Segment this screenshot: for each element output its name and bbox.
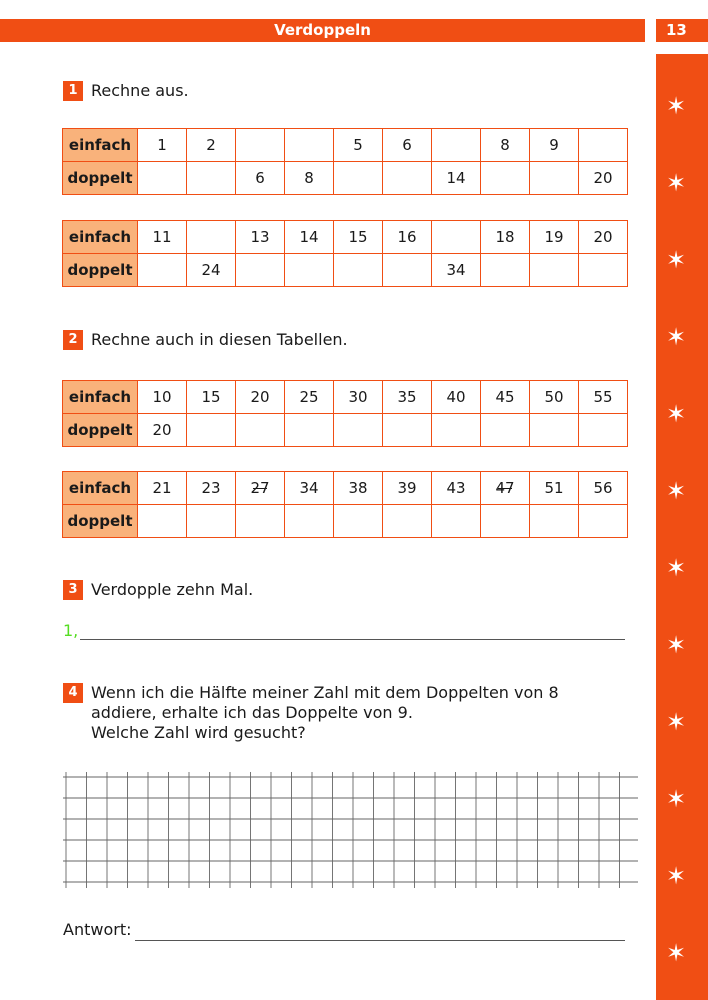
answer-cell[interactable]	[530, 254, 579, 287]
star-icon: ✶	[665, 169, 687, 197]
value-cell: 1	[138, 129, 187, 162]
task-instruction: Verdopple zehn Mal.	[91, 580, 254, 599]
value-cell: 51	[530, 472, 579, 505]
star-icon: ✶	[665, 246, 687, 274]
answer-cell[interactable]	[236, 129, 285, 162]
answer-cell[interactable]	[187, 162, 236, 195]
answer-cell[interactable]	[187, 414, 236, 447]
answer-cell[interactable]	[285, 505, 334, 538]
task-2	[63, 330, 348, 350]
star-icon: ✶	[665, 785, 687, 813]
value-cell: 20	[138, 414, 187, 447]
answer-cell[interactable]	[383, 505, 432, 538]
struck-value: 47	[495, 479, 515, 497]
doubling-table-3	[62, 380, 628, 447]
value-cell	[236, 472, 285, 505]
row-label: doppelt	[63, 254, 138, 287]
value-cell: 8	[481, 129, 530, 162]
task-3-answer-line[interactable]	[80, 621, 625, 640]
answer-cell[interactable]	[383, 254, 432, 287]
squared-paper-area[interactable]	[63, 772, 638, 888]
row-label: einfach	[63, 381, 138, 414]
answer-cell[interactable]	[579, 254, 628, 287]
answer-cell[interactable]	[285, 129, 334, 162]
answer-cell[interactable]	[138, 505, 187, 538]
answer-cell[interactable]	[383, 162, 432, 195]
answer-cell[interactable]	[236, 505, 285, 538]
value-cell: 39	[383, 472, 432, 505]
value-cell: 15	[187, 381, 236, 414]
table-row-einfach	[63, 381, 628, 414]
table-row-einfach	[63, 129, 628, 162]
answer-cell[interactable]	[530, 505, 579, 538]
value-cell: 19	[530, 221, 579, 254]
answer-cell[interactable]	[138, 254, 187, 287]
value-cell: 43	[432, 472, 481, 505]
task-number-badge: 2	[63, 330, 83, 350]
value-cell: 56	[579, 472, 628, 505]
table-row-doppelt	[63, 505, 628, 538]
side-strip	[656, 54, 708, 1000]
value-cell: 38	[334, 472, 383, 505]
answer-line[interactable]	[135, 921, 625, 941]
answer-cell[interactable]	[334, 254, 383, 287]
page-number: 13	[656, 19, 708, 42]
value-cell	[481, 472, 530, 505]
value-cell: 21	[138, 472, 187, 505]
task-line: Welche Zahl wird gesucht?	[91, 723, 306, 742]
answer-cell[interactable]	[530, 162, 579, 195]
task-instruction	[91, 683, 559, 743]
task-line: addiere, erhalte ich das Doppelte von 9.	[91, 703, 413, 722]
value-cell: 24	[187, 254, 236, 287]
star-icon: ✶	[665, 631, 687, 659]
page-title: Verdoppeln	[0, 19, 645, 42]
table-row-doppelt	[63, 254, 628, 287]
answer-cell[interactable]	[530, 414, 579, 447]
answer-cell[interactable]	[236, 254, 285, 287]
star-icon: ✶	[665, 400, 687, 428]
value-cell: 15	[334, 221, 383, 254]
task-line: Wenn ich die Hälfte meiner Zahl mit dem Doppelten von 8	[91, 683, 559, 702]
answer-label: Antwort:	[63, 920, 132, 939]
star-icon: ✶	[665, 92, 687, 120]
value-cell: 55	[579, 381, 628, 414]
row-label: einfach	[63, 221, 138, 254]
value-cell: 34	[285, 472, 334, 505]
task-instruction: Rechne aus.	[91, 81, 189, 100]
value-cell: 2	[187, 129, 236, 162]
star-icon: ✶	[665, 477, 687, 505]
row-label: doppelt	[63, 162, 138, 195]
value-cell: 13	[236, 221, 285, 254]
struck-value: 27	[250, 479, 270, 497]
task-number-badge: 3	[63, 580, 83, 600]
answer-cell[interactable]	[285, 254, 334, 287]
answer-cell[interactable]	[432, 414, 481, 447]
value-cell: 25	[285, 381, 334, 414]
task-1	[63, 81, 189, 101]
value-cell: 23	[187, 472, 236, 505]
value-cell: 9	[530, 129, 579, 162]
answer-cell[interactable]	[579, 505, 628, 538]
doubling-table-2	[62, 220, 628, 287]
star-icon: ✶	[665, 554, 687, 582]
answer-cell[interactable]	[334, 414, 383, 447]
answer-cell[interactable]	[285, 414, 334, 447]
task-number-badge: 4	[63, 683, 83, 703]
value-cell: 35	[383, 381, 432, 414]
value-cell: 14	[432, 162, 481, 195]
table-row-doppelt	[63, 414, 628, 447]
answer-cell[interactable]	[481, 254, 530, 287]
value-cell: 20	[579, 162, 628, 195]
value-cell: 34	[432, 254, 481, 287]
task-instruction: Rechne auch in diesen Tabellen.	[91, 330, 348, 349]
answer-cell[interactable]	[481, 414, 530, 447]
value-cell: 20	[236, 381, 285, 414]
value-cell: 5	[334, 129, 383, 162]
task-4	[63, 683, 559, 743]
answer-cell[interactable]	[579, 129, 628, 162]
answer-cell[interactable]	[432, 129, 481, 162]
answer-cell[interactable]	[579, 414, 628, 447]
answer-cell[interactable]	[432, 505, 481, 538]
value-cell: 30	[334, 381, 383, 414]
value-cell: 8	[285, 162, 334, 195]
table-row-doppelt	[63, 162, 628, 195]
answer-cell[interactable]	[334, 162, 383, 195]
answer-cell[interactable]	[187, 505, 236, 538]
task-number-badge: 1	[63, 81, 83, 101]
task-3	[63, 580, 253, 600]
row-label: doppelt	[63, 505, 138, 538]
answer-cell[interactable]	[432, 221, 481, 254]
value-cell: 11	[138, 221, 187, 254]
value-cell: 14	[285, 221, 334, 254]
value-cell: 10	[138, 381, 187, 414]
star-icon: ✶	[665, 862, 687, 890]
answer-cell[interactable]	[236, 414, 285, 447]
answer-cell[interactable]	[481, 505, 530, 538]
star-icon: ✶	[665, 323, 687, 351]
answer-cell[interactable]	[383, 414, 432, 447]
star-icon: ✶	[665, 939, 687, 967]
task-3-start-value: 1,	[63, 621, 79, 640]
table-row-einfach	[63, 472, 628, 505]
row-label: einfach	[63, 129, 138, 162]
value-cell: 50	[530, 381, 579, 414]
value-cell: 18	[481, 221, 530, 254]
value-cell: 16	[383, 221, 432, 254]
answer-cell[interactable]	[138, 162, 187, 195]
row-label: einfach	[63, 472, 138, 505]
value-cell: 40	[432, 381, 481, 414]
answer-cell[interactable]	[481, 162, 530, 195]
value-cell: 45	[481, 381, 530, 414]
value-cell: 6	[236, 162, 285, 195]
value-cell: 6	[383, 129, 432, 162]
doubling-table-4	[62, 471, 628, 538]
star-icon: ✶	[665, 708, 687, 736]
value-cell: 20	[579, 221, 628, 254]
table-row-einfach	[63, 221, 628, 254]
answer-cell[interactable]	[187, 221, 236, 254]
doubling-table-1	[62, 128, 628, 195]
answer-cell[interactable]	[334, 505, 383, 538]
row-label: doppelt	[63, 414, 138, 447]
